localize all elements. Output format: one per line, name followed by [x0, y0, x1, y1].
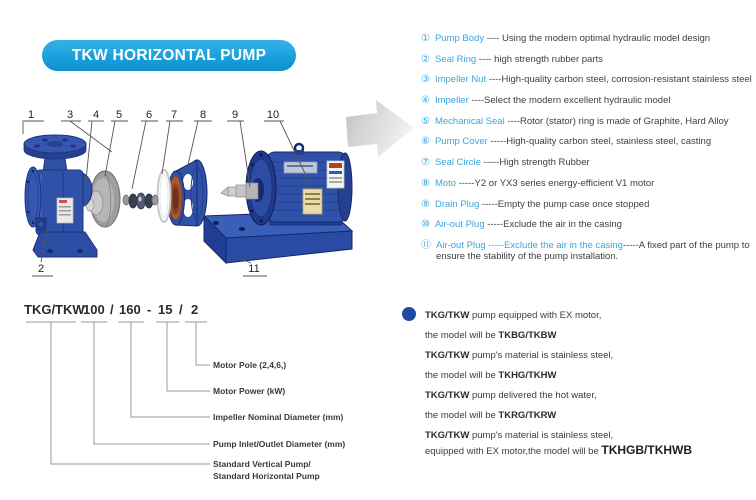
part-detail: -----Y2 or YX3 series energy-efficient V1 motor: [456, 177, 655, 189]
decoder-dash: -: [147, 302, 152, 317]
note-text: equipped with EX motor,the model will be: [425, 446, 602, 457]
part-description: [435, 116, 729, 128]
pump-body-illustration: [24, 135, 97, 257]
model-note-line: [425, 369, 756, 389]
callout-9: 9: [231, 109, 239, 121]
part-number-badge: ⑥: [421, 136, 430, 148]
note-text: pump equipped with EX motor,: [469, 310, 602, 321]
model-note-line: [425, 409, 756, 429]
model-code: TKG/TKW: [425, 390, 470, 401]
motor-illustration: [221, 144, 352, 225]
bullet-dot-icon: [402, 307, 416, 321]
parts-list-item: [421, 136, 756, 148]
model-note-line: [425, 444, 756, 458]
part-detail: -----Empty the pump case once stopped: [479, 198, 650, 210]
model-code: TKHGB/TKHWB: [601, 443, 693, 457]
callout-7: 7: [170, 109, 178, 121]
part-description: [435, 54, 603, 66]
part-description: [435, 74, 752, 86]
part-number-badge: ①: [421, 33, 430, 44]
callout-2: 2: [37, 263, 45, 275]
part-detail: ----Rotor (stator) ring is made of Graphite, Hard Alloy: [504, 115, 729, 127]
parts-list-item: [421, 178, 756, 190]
part-description: [435, 33, 710, 45]
decoder-label-impeller-diameter: Impeller Nominal Diameter (mm): [213, 412, 344, 422]
note-text: the model will be: [425, 370, 499, 381]
note-text: the model will be: [425, 410, 499, 421]
part-name: Air-out Plug -----Exclude the air in the casing: [436, 239, 623, 251]
part-description: [435, 199, 649, 211]
motor-shaft-illustration: [221, 183, 258, 199]
parts-list-item: [421, 95, 756, 107]
model-code: TKBG/TKBW: [498, 330, 557, 341]
part-name: Impeller: [434, 95, 469, 107]
part-name: Moto: [434, 177, 457, 189]
title-banner: [42, 40, 296, 71]
part-name: Mechanical Seal: [434, 115, 505, 127]
part-description: [435, 157, 590, 169]
parts-list-item: [421, 74, 756, 86]
decoder-slash-1: /: [110, 302, 114, 317]
part-name: Pump Body: [434, 33, 485, 44]
decoder-token-100: 100: [83, 302, 105, 317]
note-text: pump's material is stainless steel,: [469, 430, 614, 441]
part-name: Seal Circle: [434, 157, 481, 169]
part-description: [435, 136, 711, 148]
impeller-illustration: [86, 171, 120, 227]
part-detail: -----High-quality carbon steel, stainless steel, casting: [487, 136, 712, 148]
part-name: Seal Ring: [434, 53, 477, 65]
part-number-badge: ⑤: [421, 115, 430, 127]
note-text: the model will be: [425, 330, 499, 341]
parts-list: [421, 33, 756, 272]
callout-3: 3: [66, 109, 74, 121]
model-note-line: [425, 349, 756, 369]
part-detail: ----Select the modern excellent hydraulic model: [468, 95, 671, 107]
direction-arrow-icon: [346, 100, 414, 157]
page-title: TKW HORIZONTAL PUMP: [71, 46, 267, 64]
part-number-badge: ⑪: [421, 239, 431, 251]
part-number-badge: ⑧: [421, 177, 430, 189]
part-number-badge: ⑨: [421, 198, 430, 210]
part-description: [435, 178, 654, 190]
part-description: [436, 240, 756, 263]
part-detail: ----High-quality carbon steel, corrosion-resistant stainless steel: [486, 74, 752, 86]
mechanical-seal-illustration: [123, 193, 158, 209]
model-code: TKRG/TKRW: [498, 410, 557, 421]
model-code: TKHG/TKHW: [498, 370, 557, 381]
part-number-badge: ②: [421, 53, 430, 65]
decoder-series-code: TKG/TKW: [24, 302, 85, 317]
part-detail: -----Exclude the air in the casing: [484, 219, 622, 231]
part-description: [435, 219, 622, 231]
part-number-badge: ⑦: [421, 157, 430, 169]
part-detail: ---- Using the modern optimal hydraulic model design: [484, 33, 711, 44]
decoder-label-standard-horizontal: Standard Horizontal Pump: [213, 471, 320, 481]
parts-list-item: [421, 116, 756, 128]
parts-list-item: [421, 33, 756, 45]
part-detail: -----High strength Rubber: [480, 157, 590, 169]
part-description: [435, 95, 671, 107]
note-text: pump delivered the hot water,: [469, 390, 597, 401]
decoder-token-2: 2: [191, 302, 199, 317]
callout-1: 1: [27, 109, 35, 121]
callout-11: 11: [248, 263, 260, 275]
motor-label-sticker: [327, 161, 344, 188]
parts-list-item: [421, 219, 756, 231]
decoder-slash-2: /: [179, 302, 183, 317]
model-note-line: [425, 329, 756, 349]
part-name: Drain Plug: [434, 198, 480, 210]
seal-circle-illustration: [158, 170, 171, 222]
part-number-badge: ⑩: [421, 219, 430, 231]
decoder-label-motor-power: Motor Power (kW): [213, 386, 286, 396]
pump-cover-illustration: [168, 160, 208, 226]
callout-8: 8: [199, 109, 207, 121]
decoder-token-160: 160: [119, 302, 141, 317]
model-note-line: [425, 389, 756, 409]
callout-4: 4: [92, 109, 100, 121]
model-decoder: [24, 302, 345, 481]
decoder-label-inlet-outlet: Pump Inlet/Outlet Diameter (mm): [213, 439, 346, 449]
decoder-token-15: 15: [158, 302, 173, 317]
part-name: Impeller Nut: [434, 74, 487, 86]
part-name: Pump Cover: [434, 136, 488, 148]
part-name: Air-out Plug: [434, 219, 485, 231]
callout-6: 6: [145, 109, 153, 121]
part-number-badge: ③: [421, 74, 430, 86]
decoder-label-standard-vertical: Standard Vertical Pump/: [213, 459, 311, 469]
pump-body-label: [57, 198, 73, 223]
callout-10: 10: [266, 109, 280, 121]
parts-list-item: [421, 54, 756, 66]
parts-list-item: [421, 240, 756, 263]
callout-5: 5: [115, 109, 123, 121]
motor-nameplate: [303, 189, 322, 214]
model-code: TKG/TKW: [425, 310, 470, 321]
model-code: TKG/TKW: [425, 430, 470, 441]
model-notes: [425, 309, 756, 458]
decoder-lines: [26, 322, 210, 464]
model-note-line: [425, 309, 756, 329]
decoder-label-motor-pole: Motor Pole (2,4,6,): [213, 360, 287, 370]
parts-list-item: [421, 199, 756, 211]
part-number-badge: ④: [421, 95, 430, 107]
note-text: pump's material is stainless steel,: [469, 350, 614, 361]
parts-list-item: [421, 157, 756, 169]
part-detail: -----A fixed part of the pump to ensure the stability of the pump installation.: [436, 239, 750, 263]
part-detail: ---- high strength rubber parts: [476, 53, 603, 65]
model-code: TKG/TKW: [425, 350, 470, 361]
